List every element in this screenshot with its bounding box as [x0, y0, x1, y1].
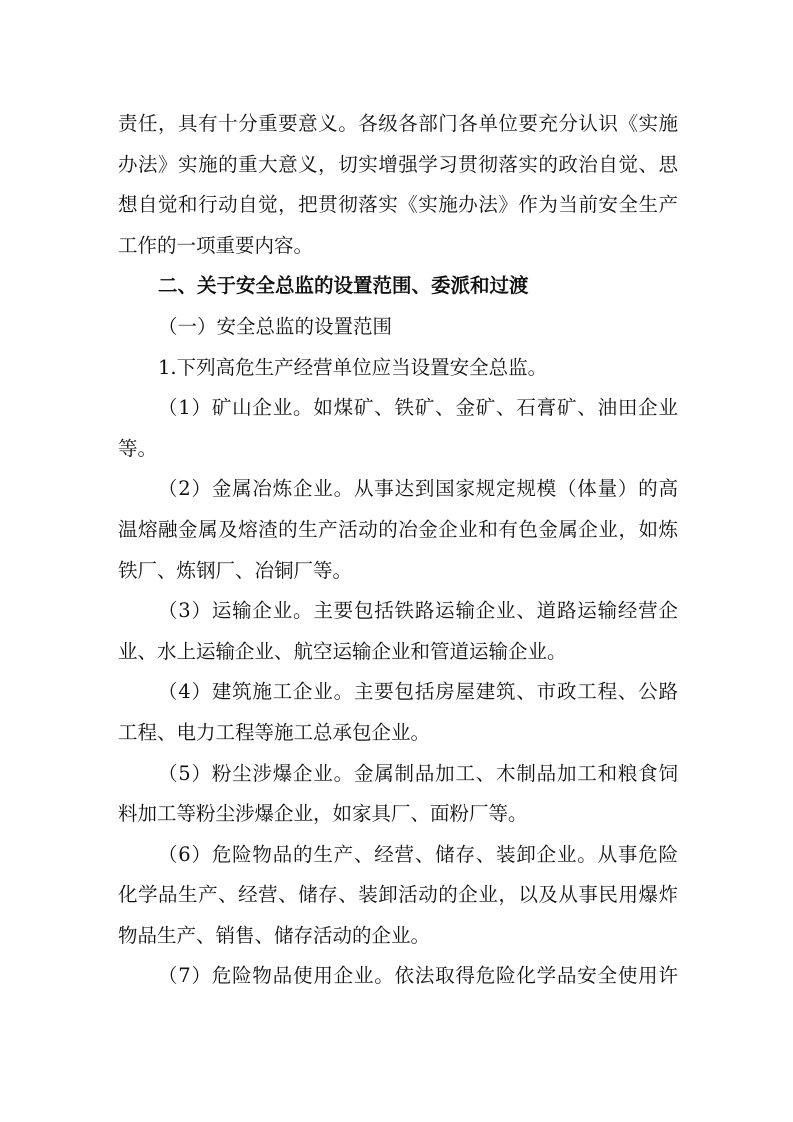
text-line: （5）粉尘涉爆企业。金属制品加工、木制品加工和粮食饲	[158, 761, 678, 785]
text-line: （1）矿山企业。如煤矿、铁矿、金矿、石膏矿、油田企业	[158, 396, 678, 420]
section-heading: 二、关于安全总监的设置范围、委派和过渡	[158, 274, 529, 298]
text-line: （7）危险物品使用企业。依法取得危险化学品安全使用许	[158, 964, 678, 988]
text-line: 温熔融金属及熔渣的生产活动的冶金企业和有色金属企业，如炼	[118, 517, 678, 541]
text-line: 铁厂、炼钢厂、冶铜厂等。	[118, 558, 353, 582]
text-line: 等。	[118, 436, 158, 460]
text-line: 化学品生产、经营、储存、装卸活动的企业，以及从事民用爆炸	[118, 883, 678, 907]
text-line: （3）运输企业。主要包括铁路运输企业、道路运输经营企	[158, 599, 678, 623]
text-line: 1.下列高危生产经营单位应当设置安全总监。	[158, 355, 548, 379]
text-line: 工作的一项重要内容。	[118, 233, 314, 257]
text-line: 料加工等粉尘涉爆企业，如家具厂、面粉厂等。	[118, 802, 528, 826]
text-line: 想自觉和行动自觉，把贯彻落实《实施办法》作为当前安全生产	[118, 193, 678, 217]
document-page	[118, 108, 678, 1001]
text-line: 责任，具有十分重要意义。各级各部门各单位要充分认识《实施	[118, 112, 678, 135]
text-line: （6）危险物品的生产、经营、储存、装卸企业。从事危险	[158, 842, 678, 866]
text-line: 物品生产、销售、储存活动的企业。	[118, 923, 431, 947]
text-line: （一）安全总监的设置范围	[158, 314, 393, 338]
text-line: 办法》实施的重大意义，切实增强学习贯彻落实的政治自觉、思	[118, 152, 678, 176]
text-line: （4）建筑施工企业。主要包括房屋建筑、市政工程、公路	[158, 680, 678, 704]
text-line: （2）金属冶炼企业。从事达到国家规定规模（体量）的高	[158, 477, 678, 501]
text-line: 工程、电力工程等施工总承包企业。	[118, 720, 431, 744]
text-line: 业、水上运输企业、航空运输企业和管道运输企业。	[118, 639, 567, 663]
